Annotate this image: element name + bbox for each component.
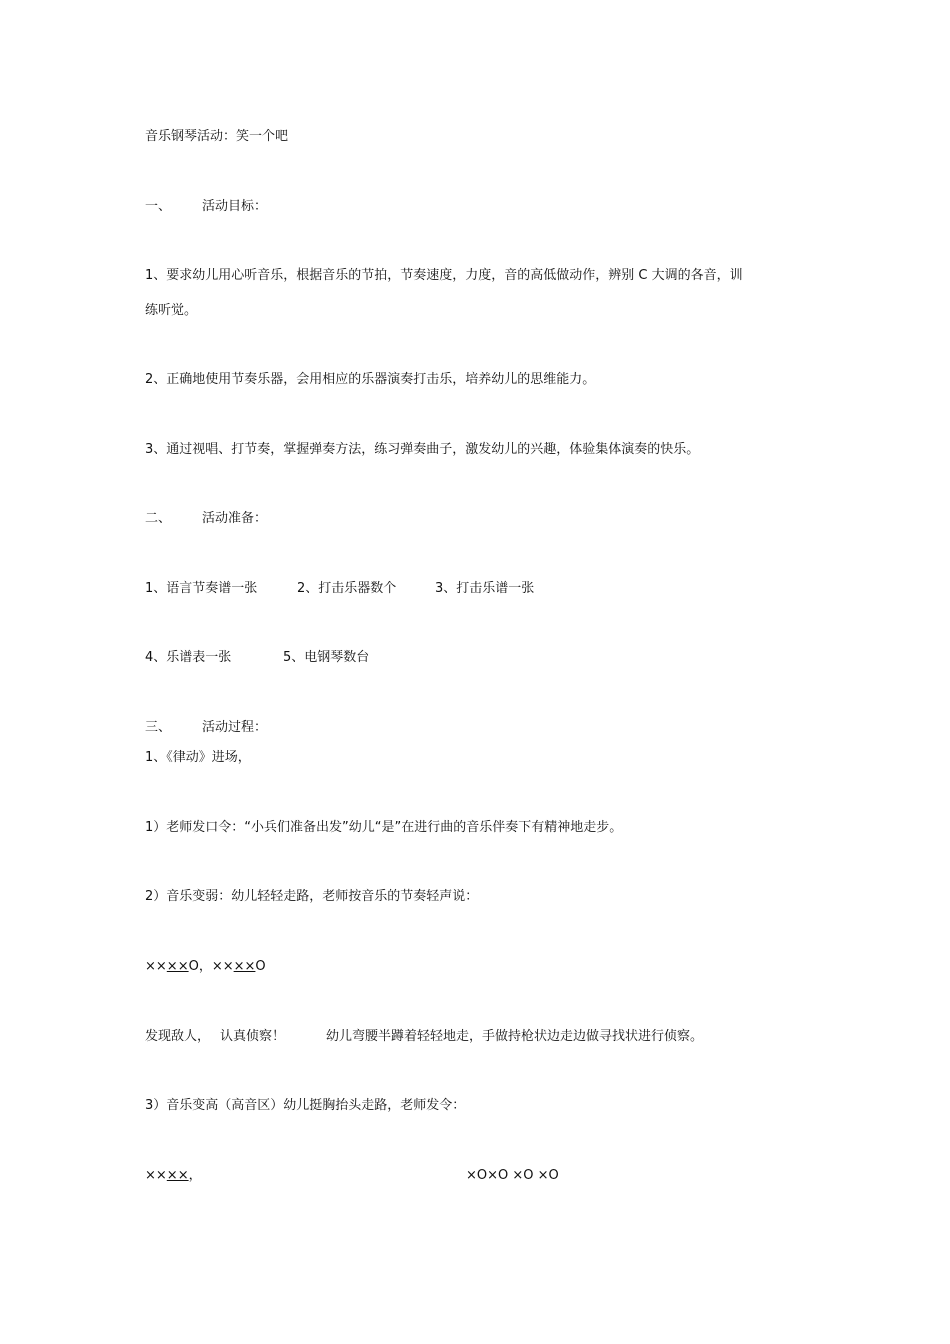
process-para-3: 发现敌人， 认真侦察！ 幼儿弯腰半蹲着轻轻地走，手做持枪状边走边做寻找状进行侦察。 bbox=[145, 1029, 704, 1044]
prep-item: 1、语言节奏谱一张 bbox=[145, 581, 258, 596]
goal-item-1: 1、要求幼儿用心听音乐，根据音乐的节拍，节奏速度，力度，音的高低做动作，辨别 C 大调的各音，训 bbox=[145, 268, 743, 283]
process-para-1: 1）老师发口令：“小兵们准备出发”幼儿“是”在进行曲的音乐伴奏下有精神地走步。 bbox=[145, 820, 623, 835]
section-number: 一、 bbox=[145, 199, 172, 214]
rhythm-notation-2: ××××， bbox=[145, 1168, 202, 1183]
rhythm-notation-2-right: ×O×O ×O ×O bbox=[466, 1168, 559, 1183]
section-heading-prep bbox=[145, 509, 267, 529]
process-step-1: 1、《律动》进场， bbox=[145, 750, 251, 765]
prep-item: 4、乐谱表一张 bbox=[145, 650, 232, 665]
rhythm-notation-1: ××××O，××××O bbox=[145, 959, 266, 974]
prep-item: 2、打击乐器数个 bbox=[297, 581, 397, 596]
prep-row-1 bbox=[145, 579, 534, 599]
goal-item-2: 2、正确地使用节奏乐器，会用相应的乐器演奏打击乐，培养幼儿的思维能力。 bbox=[145, 372, 596, 387]
goal-item-3: 3、通过视唱、打节奏，掌握弹奏方法，练习弹奏曲子，激发幼儿的兴趣，体验集体演奏的快乐。 bbox=[145, 442, 700, 457]
document-title: 音乐钢琴活动：笑一个吧 bbox=[145, 129, 289, 144]
section-label: 活动准备： bbox=[202, 511, 268, 526]
section-label: 活动过程： bbox=[202, 720, 268, 735]
process-para-2: 2）音乐变弱：幼儿轻轻走路，老师按音乐的节奏轻声说： bbox=[145, 889, 479, 904]
goal-item-1-cont: 练听觉。 bbox=[145, 303, 198, 318]
process-para-4: 3）音乐变高（高音区）幼儿挺胸抬头走路，老师发令： bbox=[145, 1098, 466, 1113]
prep-row-2 bbox=[145, 648, 369, 668]
section-heading-process bbox=[145, 718, 267, 738]
section-heading-goals bbox=[145, 197, 267, 217]
section-number: 三、 bbox=[145, 720, 172, 735]
section-label: 活动目标： bbox=[202, 199, 268, 214]
prep-item: 3、打击乐谱一张 bbox=[435, 581, 535, 596]
prep-item: 5、电钢琴数台 bbox=[283, 650, 370, 665]
section-number: 二、 bbox=[145, 511, 172, 526]
